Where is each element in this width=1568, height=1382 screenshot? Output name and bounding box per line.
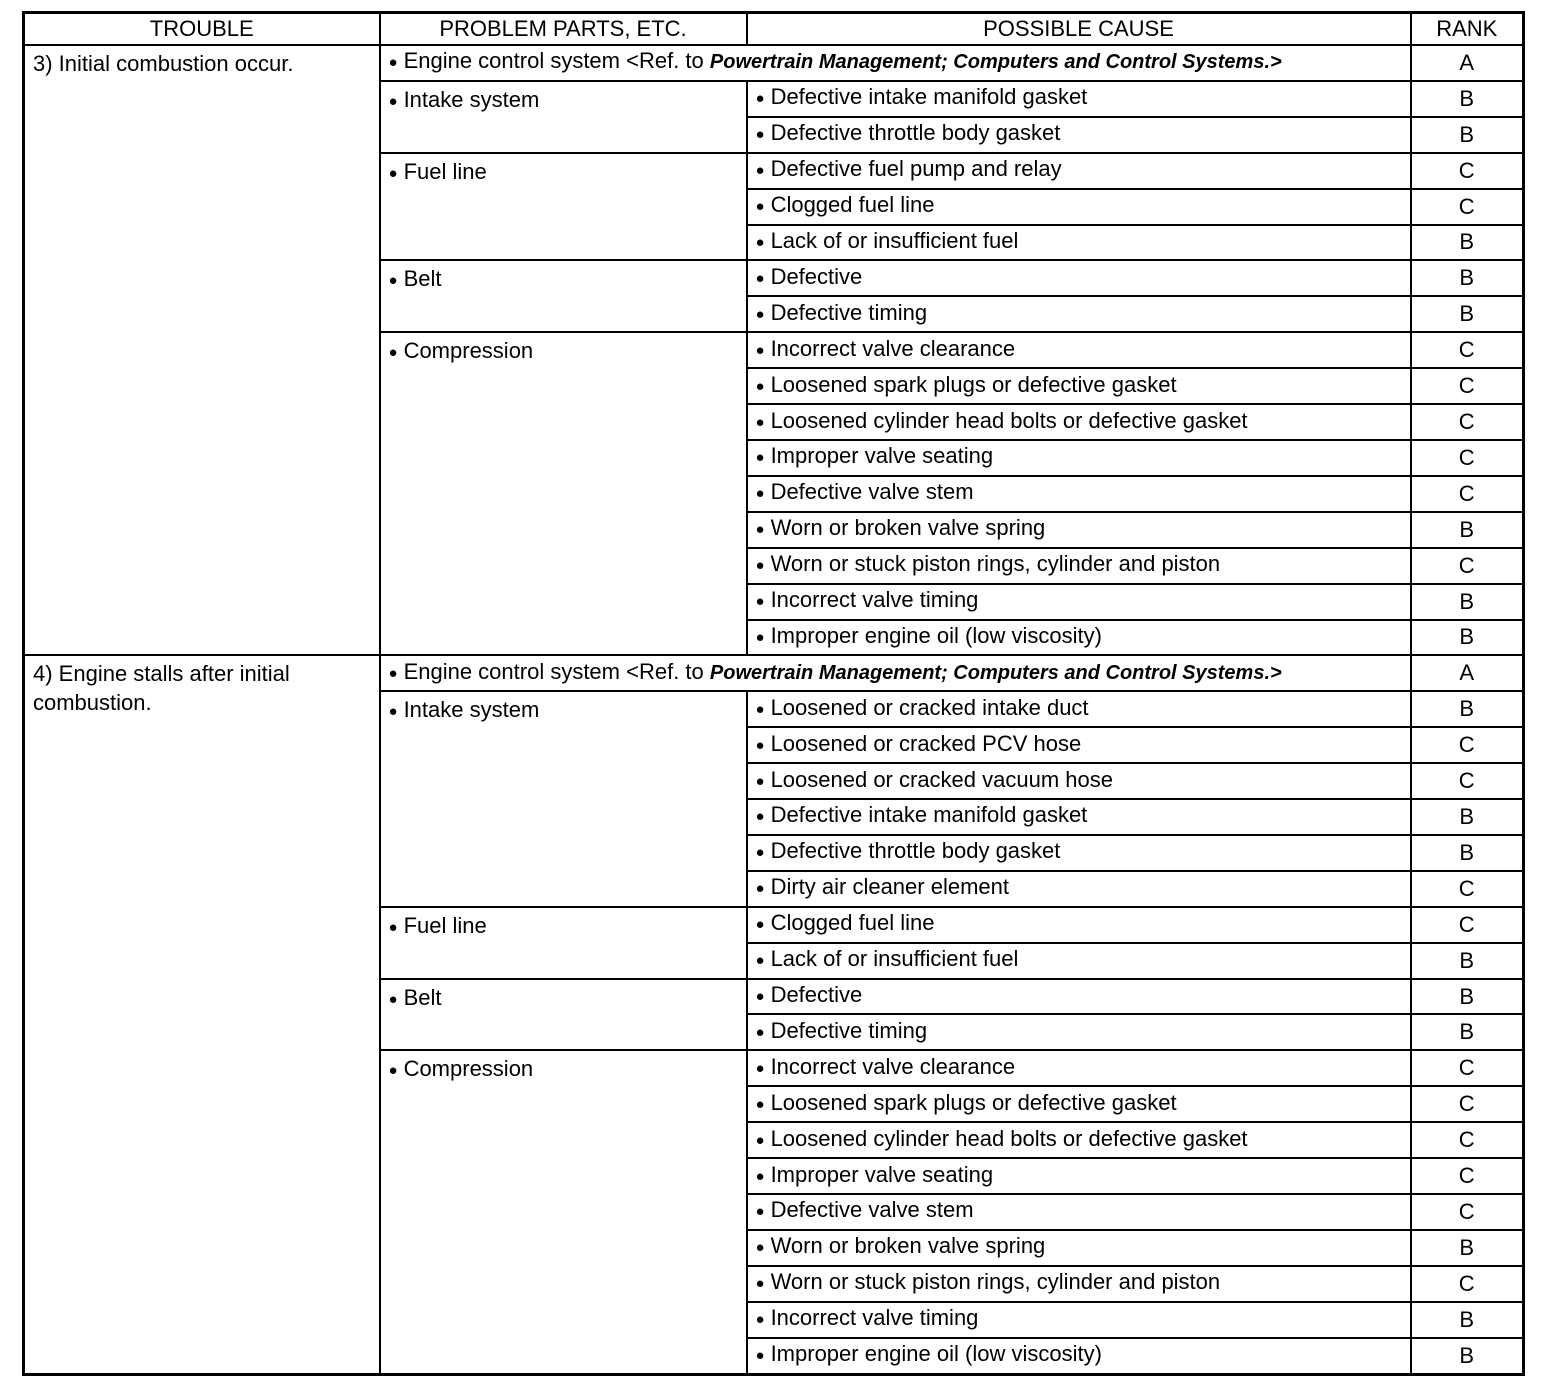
possible-cause-text: Loosened or cracked PCV hose bbox=[770, 730, 1082, 756]
bullet-icon: ● bbox=[755, 198, 765, 216]
bullet-icon: ● bbox=[388, 92, 398, 110]
engine-control-cell bbox=[380, 655, 1411, 691]
rank-cell: C bbox=[1411, 440, 1524, 476]
rank-cell: C bbox=[1411, 368, 1524, 404]
possible-cause-cell bbox=[747, 1158, 1411, 1194]
bullet-icon: ● bbox=[755, 557, 765, 575]
possible-cause-cell bbox=[747, 979, 1411, 1015]
bullet-icon: ● bbox=[755, 126, 765, 144]
possible-cause-cell bbox=[747, 117, 1411, 153]
bullet-icon: ● bbox=[755, 449, 765, 467]
bullet-icon: ● bbox=[755, 341, 765, 359]
bullet-icon: ● bbox=[755, 233, 765, 251]
bullet-icon: ● bbox=[755, 916, 765, 934]
possible-cause-cell bbox=[747, 1050, 1411, 1086]
bullet-icon: ● bbox=[755, 90, 765, 108]
possible-cause-text: Defective timing bbox=[770, 299, 928, 325]
bullet-icon: ● bbox=[388, 272, 398, 290]
problem-part-cell bbox=[380, 81, 747, 153]
possible-cause-text: Lack of or insufficient fuel bbox=[770, 227, 1019, 253]
possible-cause-text: Loosened spark plugs or defective gasket bbox=[770, 1089, 1177, 1115]
rank-cell: B bbox=[1411, 691, 1524, 727]
trouble-cell bbox=[24, 45, 380, 655]
bullet-icon: ● bbox=[755, 162, 765, 180]
rank-cell: B bbox=[1411, 1338, 1524, 1375]
bullet-icon: ● bbox=[388, 664, 398, 682]
possible-cause-text: Defective fuel pump and relay bbox=[770, 156, 1062, 182]
possible-cause-text: Incorrect valve timing bbox=[770, 1305, 979, 1331]
rank-cell: B bbox=[1411, 225, 1524, 261]
rank-cell: B bbox=[1411, 1014, 1524, 1050]
rank-cell: C bbox=[1411, 907, 1524, 943]
bullet-icon: ● bbox=[755, 1347, 765, 1365]
rank-cell: B bbox=[1411, 943, 1524, 979]
trouble-cell bbox=[24, 655, 380, 1374]
engine-control-cell bbox=[380, 45, 1411, 81]
possible-cause-text: Incorrect valve timing bbox=[770, 587, 979, 613]
problem-part-text: Intake system bbox=[403, 86, 540, 112]
possible-cause-cell bbox=[747, 1086, 1411, 1122]
possible-cause-cell bbox=[747, 727, 1411, 763]
bullet-icon: ● bbox=[755, 413, 765, 431]
bullet-icon: ● bbox=[755, 521, 765, 539]
rank-cell: B bbox=[1411, 835, 1524, 871]
bullet-icon: ● bbox=[388, 990, 398, 1008]
possible-cause-text: Defective bbox=[770, 982, 863, 1008]
bullet-icon: ● bbox=[755, 1239, 765, 1257]
troubleshooting-table bbox=[22, 11, 1525, 1376]
rank-cell: B bbox=[1411, 620, 1524, 656]
bullet-icon: ● bbox=[755, 628, 765, 646]
possible-cause-cell bbox=[747, 584, 1411, 620]
rank-cell: C bbox=[1411, 476, 1524, 512]
table-row bbox=[24, 655, 1524, 691]
bullet-icon: ● bbox=[755, 808, 765, 826]
possible-cause-cell bbox=[747, 835, 1411, 871]
problem-part-cell bbox=[380, 1050, 747, 1374]
possible-cause-cell bbox=[747, 440, 1411, 476]
possible-cause-text: Worn or broken valve spring bbox=[770, 515, 1046, 541]
bullet-icon: ● bbox=[755, 772, 765, 790]
possible-cause-text: Loosened or cracked vacuum hose bbox=[770, 766, 1113, 792]
rank-cell: C bbox=[1411, 332, 1524, 368]
bullet-icon: ● bbox=[388, 703, 398, 721]
possible-cause-cell bbox=[747, 548, 1411, 584]
problem-part-cell bbox=[380, 907, 747, 979]
bullet-icon: ● bbox=[388, 54, 398, 72]
trouble-text: 3) Initial combustion occur. bbox=[33, 51, 294, 76]
rank-cell: B bbox=[1411, 296, 1524, 332]
rank-cell: B bbox=[1411, 1302, 1524, 1338]
rank-cell: C bbox=[1411, 189, 1524, 225]
possible-cause-text: Worn or stuck piston rings, cylinder and piston bbox=[770, 1269, 1221, 1295]
table-body bbox=[24, 45, 1524, 1375]
bullet-icon: ● bbox=[755, 377, 765, 395]
possible-cause-cell bbox=[747, 153, 1411, 189]
possible-cause-text: Loosened or cracked intake duct bbox=[770, 694, 1089, 720]
problem-part-text: Compression bbox=[403, 1056, 534, 1082]
possible-cause-text: Defective valve stem bbox=[770, 1197, 974, 1223]
rank-cell: C bbox=[1411, 153, 1524, 189]
bullet-icon: ● bbox=[755, 1275, 765, 1293]
possible-cause-text: Incorrect valve clearance bbox=[770, 1053, 1016, 1079]
engine-control-label: Engine control system bbox=[403, 48, 620, 74]
header-rank: RANK bbox=[1411, 13, 1524, 46]
possible-cause-cell bbox=[747, 1194, 1411, 1230]
bullet-icon: ● bbox=[755, 952, 765, 970]
possible-cause-cell bbox=[747, 1014, 1411, 1050]
bullet-icon: ● bbox=[755, 700, 765, 718]
rank-cell: C bbox=[1411, 727, 1524, 763]
rank-cell: C bbox=[1411, 1194, 1524, 1230]
possible-cause-cell bbox=[747, 512, 1411, 548]
possible-cause-text: Lack of or insufficient fuel bbox=[770, 946, 1019, 972]
ref-prefix: <Ref. to bbox=[626, 658, 704, 684]
rank-cell: C bbox=[1411, 548, 1524, 584]
header-row bbox=[24, 13, 1524, 46]
engine-control-label: Engine control system bbox=[403, 658, 620, 684]
rank-cell: C bbox=[1411, 871, 1524, 907]
bullet-icon: ● bbox=[388, 164, 398, 182]
bullet-icon: ● bbox=[755, 1059, 765, 1077]
rank-cell: B bbox=[1411, 512, 1524, 548]
problem-part-text: Belt bbox=[403, 266, 442, 292]
rank-cell: C bbox=[1411, 1086, 1524, 1122]
rank-cell: B bbox=[1411, 117, 1524, 153]
possible-cause-text: Incorrect valve clearance bbox=[770, 335, 1016, 361]
problem-part-cell bbox=[380, 332, 747, 655]
problem-part-cell bbox=[380, 260, 747, 332]
problem-part-text: Belt bbox=[403, 984, 442, 1010]
problem-part-text: Fuel line bbox=[403, 158, 487, 184]
rank-cell: B bbox=[1411, 1230, 1524, 1266]
bullet-icon: ● bbox=[755, 269, 765, 287]
bullet-icon: ● bbox=[755, 988, 765, 1006]
possible-cause-cell bbox=[747, 1338, 1411, 1375]
bullet-icon: ● bbox=[755, 593, 765, 611]
possible-cause-text: Clogged fuel line bbox=[770, 192, 935, 218]
rank-cell: C bbox=[1411, 1158, 1524, 1194]
possible-cause-cell bbox=[747, 871, 1411, 907]
possible-cause-cell bbox=[747, 691, 1411, 727]
possible-cause-cell bbox=[747, 907, 1411, 943]
rank-cell: B bbox=[1411, 584, 1524, 620]
header-problem-parts: PROBLEM PARTS, ETC. bbox=[380, 13, 747, 46]
bullet-icon: ● bbox=[755, 844, 765, 862]
ref-title-link[interactable]: Powertrain Management; Computers and Control Systems.> bbox=[709, 51, 1282, 74]
possible-cause-cell bbox=[747, 404, 1411, 440]
possible-cause-cell bbox=[747, 943, 1411, 979]
ref-title-link[interactable]: Powertrain Management; Computers and Control Systems.> bbox=[709, 661, 1282, 684]
possible-cause-text: Improper valve seating bbox=[770, 1161, 994, 1187]
possible-cause-cell bbox=[747, 368, 1411, 404]
bullet-icon: ● bbox=[755, 305, 765, 323]
bullet-icon: ● bbox=[388, 344, 398, 362]
bullet-icon: ● bbox=[755, 1167, 765, 1185]
bullet-icon: ● bbox=[755, 1203, 765, 1221]
bullet-icon: ● bbox=[388, 918, 398, 936]
rank-cell: C bbox=[1411, 404, 1524, 440]
possible-cause-text: Dirty air cleaner element bbox=[770, 874, 1009, 900]
header-trouble: TROUBLE bbox=[24, 13, 380, 46]
possible-cause-text: Worn or stuck piston rings, cylinder and piston bbox=[770, 551, 1221, 577]
table-row bbox=[24, 45, 1524, 81]
possible-cause-text: Loosened cylinder head bolts or defective gasket bbox=[770, 1125, 1248, 1151]
bullet-icon: ● bbox=[755, 1311, 765, 1329]
rank-cell: A bbox=[1411, 45, 1524, 81]
possible-cause-cell bbox=[747, 620, 1411, 656]
possible-cause-text: Improper engine oil (low viscosity) bbox=[770, 1341, 1102, 1367]
possible-cause-text: Improper valve seating bbox=[770, 443, 994, 469]
possible-cause-cell bbox=[747, 763, 1411, 799]
possible-cause-cell bbox=[747, 260, 1411, 296]
possible-cause-text: Defective timing bbox=[770, 1017, 928, 1043]
rank-cell: A bbox=[1411, 655, 1524, 691]
possible-cause-text: Clogged fuel line bbox=[770, 910, 935, 936]
problem-part-cell bbox=[380, 153, 747, 261]
rank-cell: B bbox=[1411, 799, 1524, 835]
possible-cause-cell bbox=[747, 1302, 1411, 1338]
rank-cell: C bbox=[1411, 1050, 1524, 1086]
possible-cause-text: Defective throttle body gasket bbox=[770, 838, 1061, 864]
bullet-icon: ● bbox=[755, 485, 765, 503]
possible-cause-text: Defective valve stem bbox=[770, 479, 974, 505]
possible-cause-cell bbox=[747, 81, 1411, 117]
rank-cell: B bbox=[1411, 260, 1524, 296]
possible-cause-cell bbox=[747, 1122, 1411, 1158]
possible-cause-text: Defective intake manifold gasket bbox=[770, 802, 1088, 828]
header-possible-cause: POSSIBLE CAUSE bbox=[747, 13, 1411, 46]
possible-cause-cell bbox=[747, 189, 1411, 225]
possible-cause-text: Loosened cylinder head bolts or defective gasket bbox=[770, 407, 1248, 433]
possible-cause-cell bbox=[747, 225, 1411, 261]
problem-part-text: Intake system bbox=[403, 697, 540, 723]
bullet-icon: ● bbox=[388, 1062, 398, 1080]
problem-part-text: Compression bbox=[403, 338, 534, 364]
possible-cause-cell bbox=[747, 799, 1411, 835]
rank-cell: C bbox=[1411, 763, 1524, 799]
possible-cause-cell bbox=[747, 1266, 1411, 1302]
possible-cause-text: Defective throttle body gasket bbox=[770, 120, 1061, 146]
possible-cause-text: Defective intake manifold gasket bbox=[770, 84, 1088, 110]
possible-cause-text: Loosened spark plugs or defective gasket bbox=[770, 371, 1177, 397]
rank-cell: C bbox=[1411, 1266, 1524, 1302]
ref-prefix: <Ref. to bbox=[626, 48, 704, 74]
problem-part-cell bbox=[380, 691, 747, 906]
rank-cell: B bbox=[1411, 979, 1524, 1015]
rank-cell: B bbox=[1411, 81, 1524, 117]
problem-part-cell bbox=[380, 979, 747, 1051]
bullet-icon: ● bbox=[755, 1023, 765, 1041]
bullet-icon: ● bbox=[755, 736, 765, 754]
possible-cause-text: Improper engine oil (low viscosity) bbox=[770, 622, 1102, 648]
possible-cause-cell bbox=[747, 476, 1411, 512]
problem-part-text: Fuel line bbox=[403, 912, 487, 938]
possible-cause-cell bbox=[747, 296, 1411, 332]
bullet-icon: ● bbox=[755, 1095, 765, 1113]
possible-cause-cell bbox=[747, 1230, 1411, 1266]
possible-cause-cell bbox=[747, 332, 1411, 368]
trouble-text: 4) Engine stalls after initial combustion. bbox=[33, 661, 290, 716]
possible-cause-text: Worn or broken valve spring bbox=[770, 1233, 1046, 1259]
rank-cell: C bbox=[1411, 1122, 1524, 1158]
possible-cause-text: Defective bbox=[770, 263, 863, 289]
bullet-icon: ● bbox=[755, 880, 765, 898]
bullet-icon: ● bbox=[755, 1131, 765, 1149]
